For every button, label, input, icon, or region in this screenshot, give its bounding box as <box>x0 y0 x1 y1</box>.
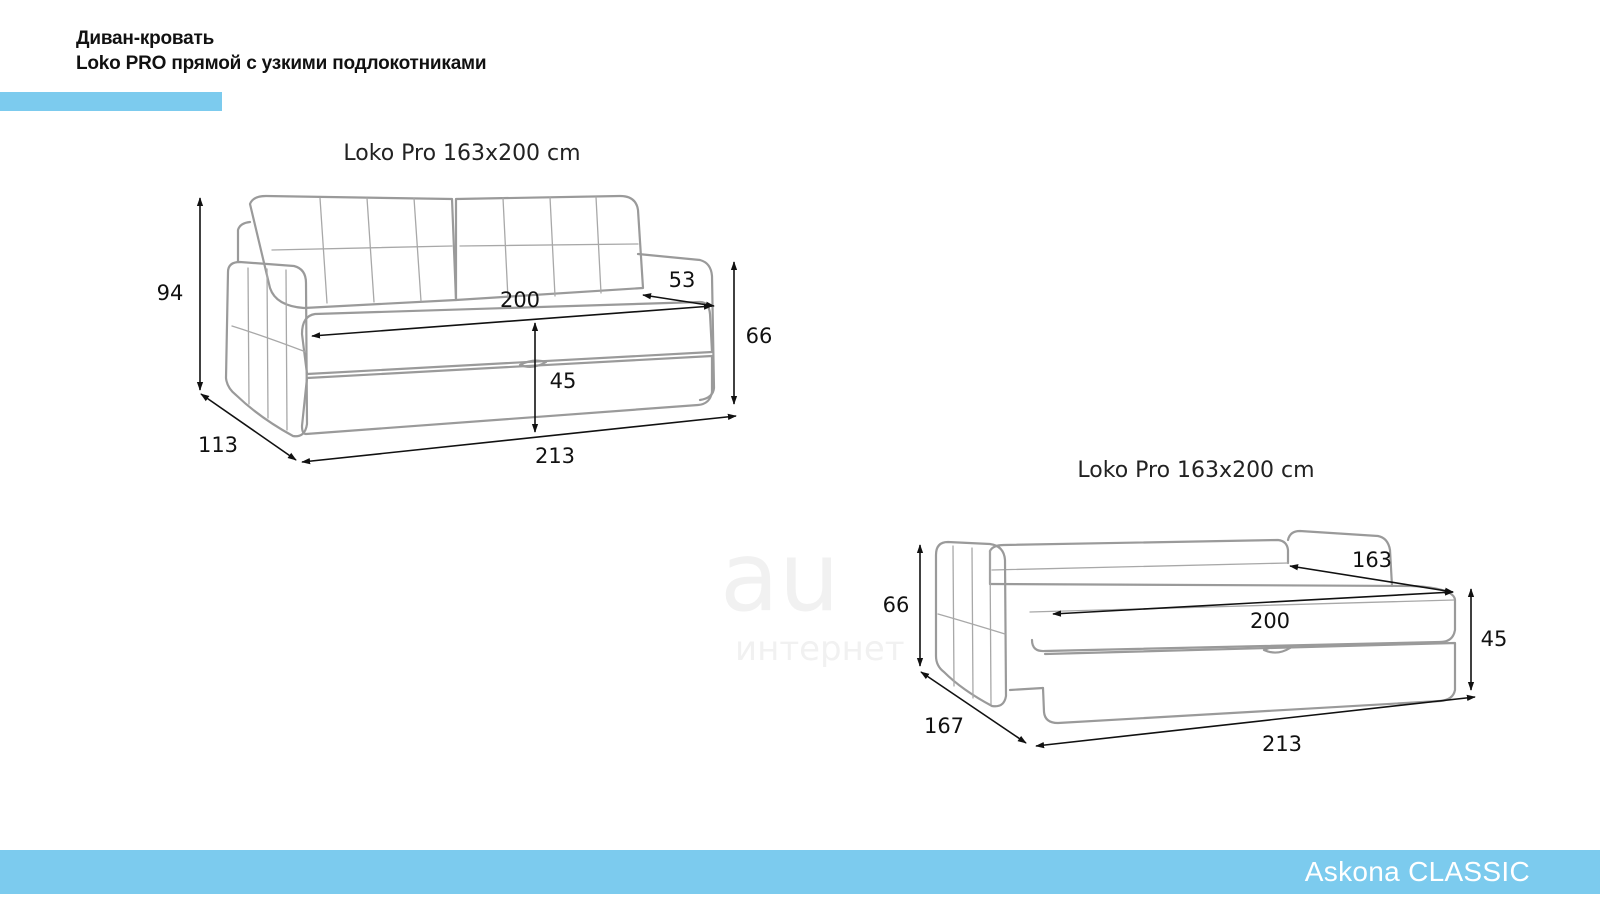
sofa-sleep-length-label: 200 <box>499 288 541 312</box>
page-subtitle: Loko PRO прямой с узкими подлокотниками <box>76 53 487 74</box>
svg-text:au: au <box>720 521 840 633</box>
sofa-dimension-labels <box>157 141 773 468</box>
bed-width-label: 213 <box>1261 732 1303 756</box>
sofa-arm-height-label: 66 <box>745 324 773 348</box>
sofa-drawing <box>226 196 714 436</box>
page-title: Диван-кровать <box>76 28 215 49</box>
watermark <box>720 521 905 669</box>
bed-caption: Loko Pro 163x200 cm <box>1077 458 1315 483</box>
bed-depth-label: 167 <box>923 714 965 738</box>
svg-text:интернет: интернет <box>735 629 905 669</box>
bed-sleep-width-label: 163 <box>1351 548 1393 572</box>
bed-height-label: 45 <box>1480 627 1508 651</box>
sofa-back-depth-label: 53 <box>668 268 696 292</box>
sofa-depth-label: 113 <box>197 433 239 457</box>
bed-arm-height-label: 66 <box>882 593 910 617</box>
footer-bar <box>0 850 1600 894</box>
sofa-caption: Loko Pro 163x200 cm <box>343 141 581 166</box>
sofa-width-label: 213 <box>534 444 576 468</box>
sofa-height-label: 94 <box>156 281 184 305</box>
bed-sleep-length-label: 200 <box>1249 609 1291 633</box>
sofa-seat-height-label: 45 <box>549 369 577 393</box>
brand-label: Askona CLASSIC <box>1304 856 1530 887</box>
